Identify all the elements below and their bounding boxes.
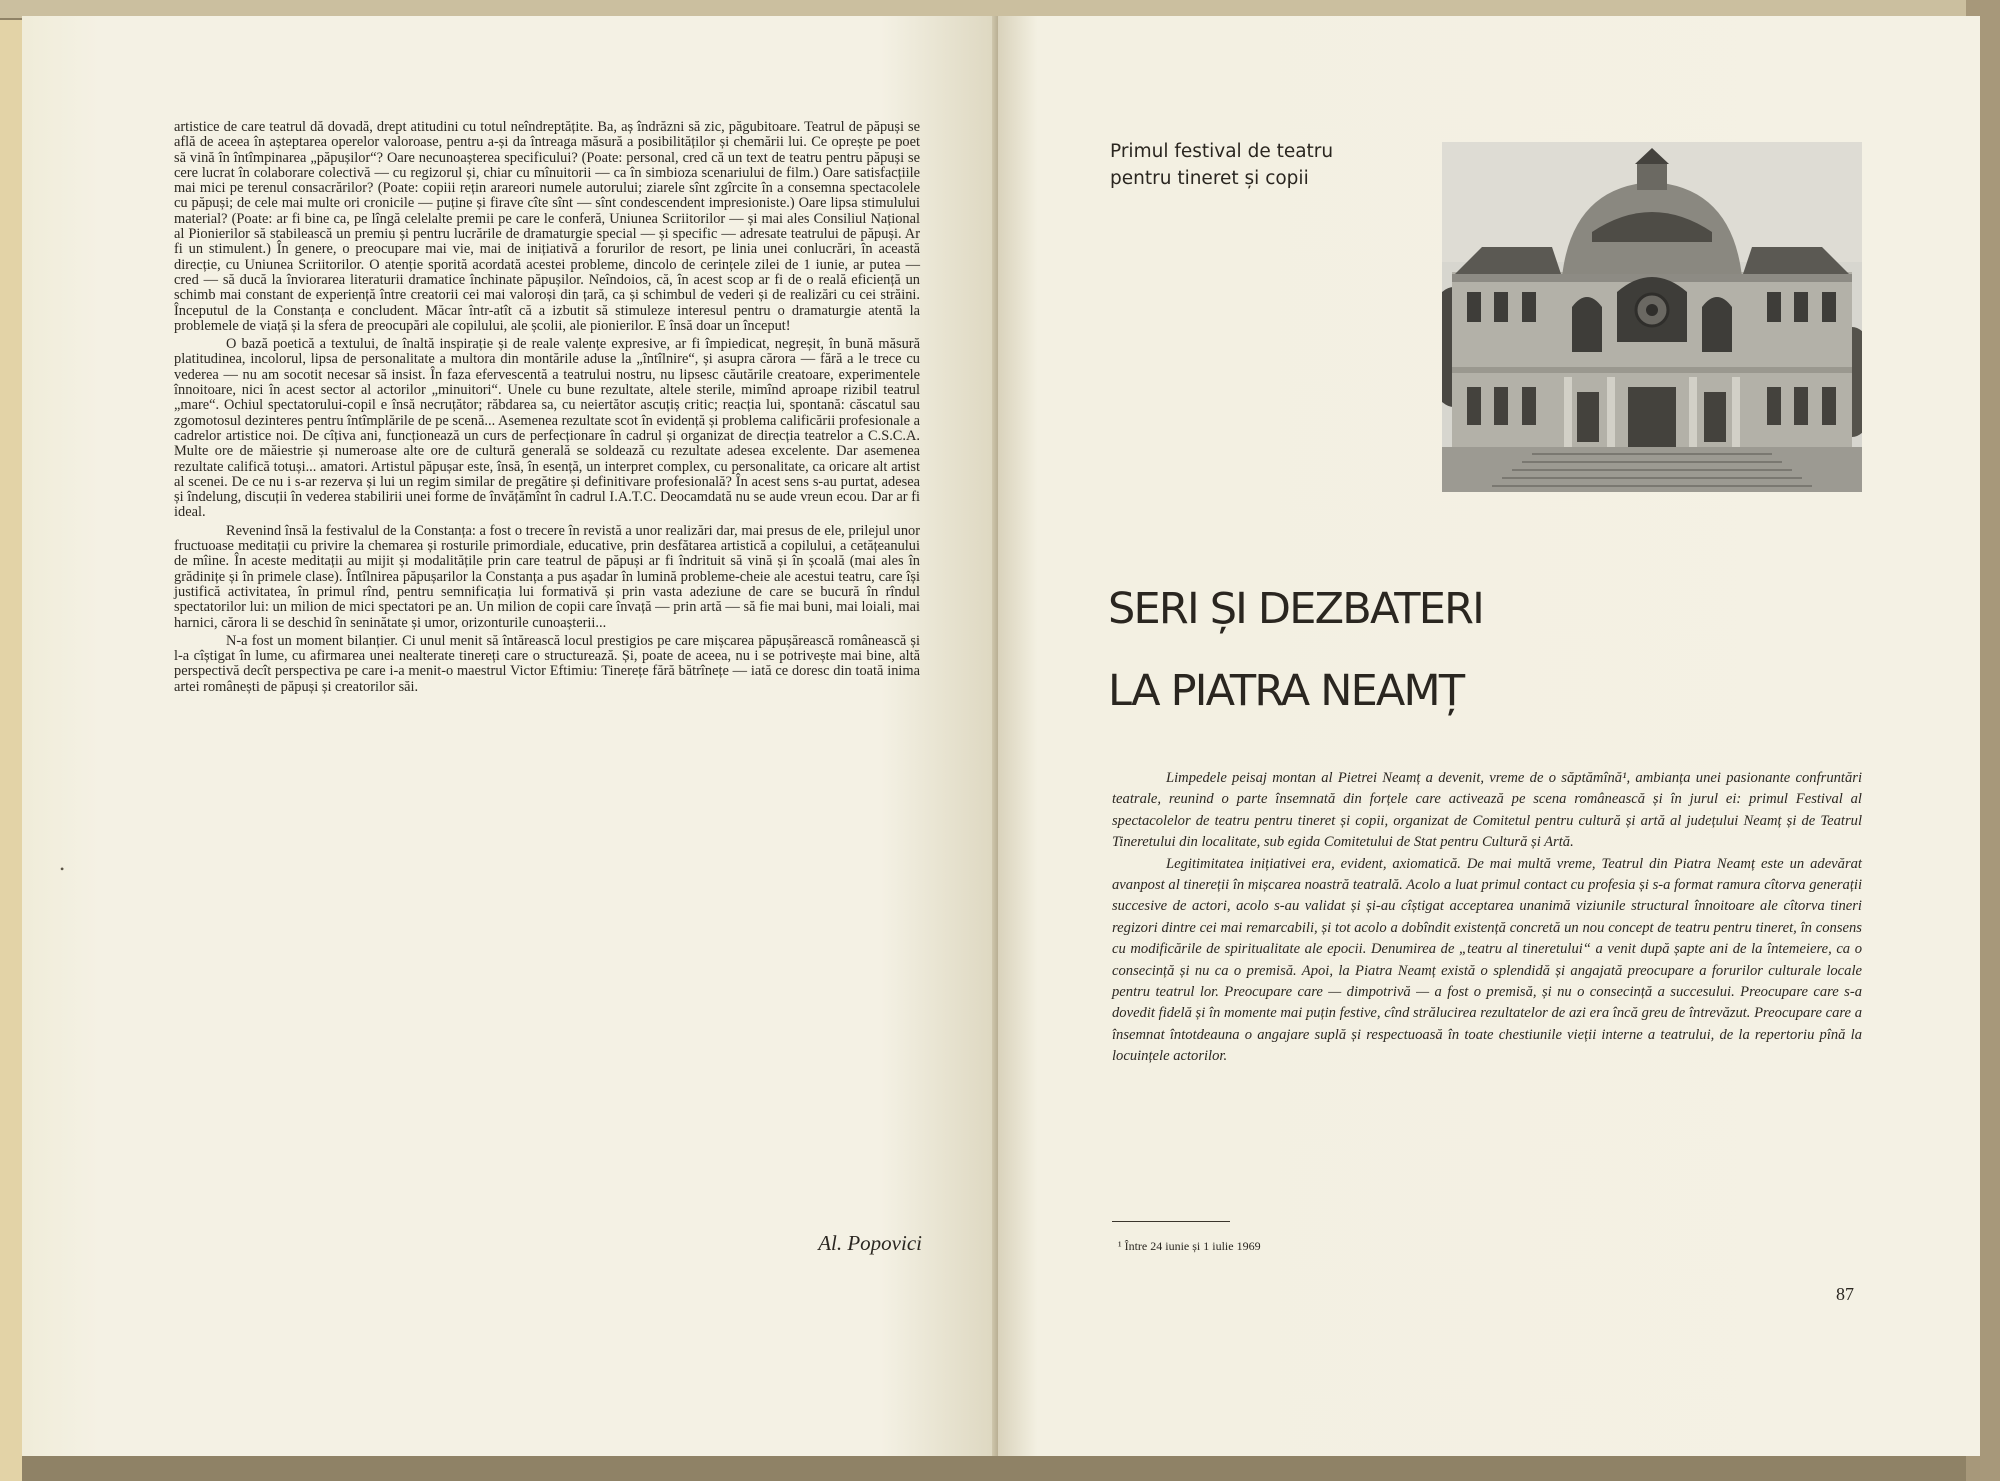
kicker-line-2: pentru tineret și copii — [1110, 168, 1309, 189]
footnote: ¹ Între 24 iunie și 1 iulie 1969 — [1118, 1239, 1261, 1253]
article-headline-line-1: SERI ȘI DEZBATERI — [1108, 584, 1484, 634]
left-paragraph-4: N-a fost un moment bilanțier. Ci unul menit să întărească locul prestigios pe care mișcarea păpușărească românească și l-a cîștigat în lume, cu afirmarea unei nealterate tinereți care o structurează. Și, poate de aceea, nu i se potrivește mai bine, altă perspectivă decît perspectiva pe care i-a menit-o maestrul Victor Eftimiu: Tinerețe fără bătrînețe — iată ce doresc din toată inima artei românești de păpuși și creatorilor săi. — [174, 632, 920, 695]
right-paragraph-2: Legitimitatea inițiativei era, evident, axiomatică. De mai multă vreme, Teatrul din Piatra Neamț este un adevărat avanpost al tinereții în mișcarea noastră teatrală. Acolo a luat primul contact cu profesia și s-a format ramura cîtorva generații succesive de actori, acolo s-au validat și și-au cîștigat acceptarea unanimă viziunile structural înnoitoare ale cîtorva tineri regizori dintre cei mai remarcabili, și tot acolo a dobîndit existență concretă un nou concept de teatru pentru tineret, în consens cu modificările de spiritualitate ale epocii. Denumirea de „teatru al tineretului“ a venit după șapte ani de la întemeiere, ca o consecință și nu ca o premisă. Apoi, la Piatra Neamț există o splendidă și angajată preocupare a forurilor culturale locale pentru teatrul lor. Preocupare care — dimpotrivă — a fost o premisă, și nu o consecință a succesului. Preocupare care s-a dovedit fidelă și în momente mai puțin festive, cînd strălucirea rezultatelor de azi era încă greu de întrevăzut. Preocupare care a însemnat întotdeauna o angajare suplă și respectuoasă în toate chestiunile vieții interne a teatrului, de la repertoriu pînă la locuințele actorilor. — [1112, 855, 1862, 1065]
page-number: 87 — [1836, 1284, 1854, 1304]
left-paragraph-2: O bază poetică a textului, de înaltă inspirație și de reale valențe expresive, ar fi împiedicat, negreșit, în bună măsură platitudinea, incolorul, lipsa de personalitate a multora din montările aduse la „întîlnire“, și asupra cărora — fără a le trece cu vederea — nu am socotit necesar să insist. În faza efervescentă a teatrului nostru, nu lipsesc căutările creatoare, experimentele înnoitoare, nici în acest sector al actorilor „minuitori“. Unele cu bune rezultate, altele sterile, mimînd aproape rizibil teatrul „mare“. Ochiul spectatorului-copil e însă necruțător; răbdarea sa, cu neiertător ascuțiș critic; reacția lui, spontană: căscatul sau zgomotosul dezinteres pentru întîmplările de pe scenă... Asemenea rezultate scot în evidență și problema calificării profesionale a cadrelor artistice noi. De cîțiva ani, funcționează un curs de perfecționare în cadrul și organizat de direcția teatrelor a C.S.C.A. Multe ore de măiestrie și numeroase alte ore de cultură generală se soldează cu rezultate adesea excelente. Dar asemenea rezultate califică totuși... amatori. Artistul păpușar este, însă, în esență, un interpret complex, cu personalitate, ca oricare alt artist al scenei. De ce nu i s-ar rezerva și lui un regim similar de pregătire și definitivare profesională? În acest sens s-au purtat, adesea și îndelung, discuții în vederea stabilirii unei forme de învățămînt în cadrul I.A.T.C. Deocamdată nu se aude vreun ecou. Dar ar fi ideal. — [174, 336, 920, 521]
right-paragraph-1: Limpedele peisaj montan al Pietrei Neamț a devenit, vreme de o săptămînă¹, ambianța unei pasionante confruntări teatrale, reunind o parte însemnată din forțele care activează pe scena românească și în jurul ei: primul Festival al spectacolelor de teatru pentru tineret și copii, organizat de Comitetul pentru cultură și artă al județului Neamț și de Teatrul Tineretului din localitate, sub egida Comitetului de Stat pentru Cultură și Artă. — [1112, 770, 1862, 851]
footnote-rule — [1112, 1221, 1230, 1222]
right-page-text-column — [1112, 768, 1862, 1068]
left-page — [22, 16, 998, 1456]
margin-mark: • — [60, 862, 65, 876]
theatre-building-photo — [1442, 142, 1862, 492]
kicker-line-1: Primul festival de teatru — [1110, 141, 1334, 162]
cover-edge-left — [0, 20, 22, 1481]
left-paragraph-3: Revenind însă la festivalul de la Constanța: a fost o trecere în revistă a unor realizări dar, mai presus de ele, prilejul unor fructuoase meditații cu privire la chemarea și rosturile primordiale, educative, prin desfătarea artistică a copilului, a cetățeanului de mîine. În aceste meditații au mijit și modalitățile prin care teatrul de păpuși ar fi îndrituit să vină și în școală (mai ales în grădinițe și în primele clase). Întîlnirea păpușarilor la Constanța a pus așadar în lumină probleme-cheie ale acestui teatru, care își justifică activitatea, în primul rînd, pentru semnificația lui formativă și prin vasta adeziune de care se bucură în rîndul spectatorilor lui: un milion de mici spectatori pe an. Un milion de copii care învață — prin artă — să fie mai buni, mai loiali, mai harnici, cărora li se deschid în seninătate și umor, orizonturile cunoașterii... — [174, 522, 920, 631]
author-signature: Al. Popovici — [818, 1231, 922, 1255]
article-kicker — [1110, 138, 1370, 192]
left-page-text-column — [174, 120, 920, 695]
theatre-building-illustration — [1442, 142, 1862, 492]
left-paragraph-1: artistice de care teatrul dă dovadă, drept atitudini cu totul neîndreptățite. Ba, aș îndrăzni să zic, păgubitoare. Teatrul de păpuși se află de aceea în așteptarea operelor valoroase, pentru a-și da întreaga măsură a posibilităților și chemării lui. Ce oprește pe poet să vină în întîmpinarea „păpușilor“? Oare necunoașterea specificului? (Poate: personal, cred că un text de teatru pentru păpuși se cere lucrat în colaborare colectivă — cu regizorul și, chiar cu mînuitorii — ca în simbioza scenariului de film.) Oare satisfacțiile mai mici pe terenul consacrărilor? (Poate: copiii rețin arareori numele autorului; ziarele sînt zgîrcite în a consemna spectacolele cu păpuși; de cele mai multe ori cronicile — puține și firave cîte sînt — sînt condescendent impresioniste.) Oare lipsa stimulului material? (Poate: ar fi bine ca, pe lîngă celelalte premii pe care le conferă, Uniunea Scriitorilor — și mai ales Consiliul Național al Pionierilor să stabilească un premiu și pentru lucrările de dramaturgie special — și specific — adresate teatrului de păpuși. Ar fi un stimulent.) În genere, o preocupare mai vie, mai de inițiativă a forurilor de resort, pe linia unei conlucrări, în această direcție, cu Uniunea Scriitorilor. O atenție sporită acordată acestei probleme, dincolo de cerințele zilei de 1 iunie, ar putea — cred — să ducă la înviorarea literaturii dramatice închinate păpușilor. Neîndoios, că, în acest scop ar fi de o reală eficiență un schimb mai constant de experiență între creatorii cei mai valoroși din țară, ca și schimbul de vederi și de realizări cu cei străini. Începutul de la Constanța e concludent. Măcar într-atît că a izbutit să stimuleze interesul pentru o dramaturgie atentă la problemele de viață și la sfera de preocupări ale copilului, ale școlii, ale pionierilor. E însă doar un început! — [174, 119, 920, 334]
article-headline-line-2: LA PIATRA NEAMȚ — [1108, 666, 1464, 716]
right-page — [998, 16, 1980, 1456]
